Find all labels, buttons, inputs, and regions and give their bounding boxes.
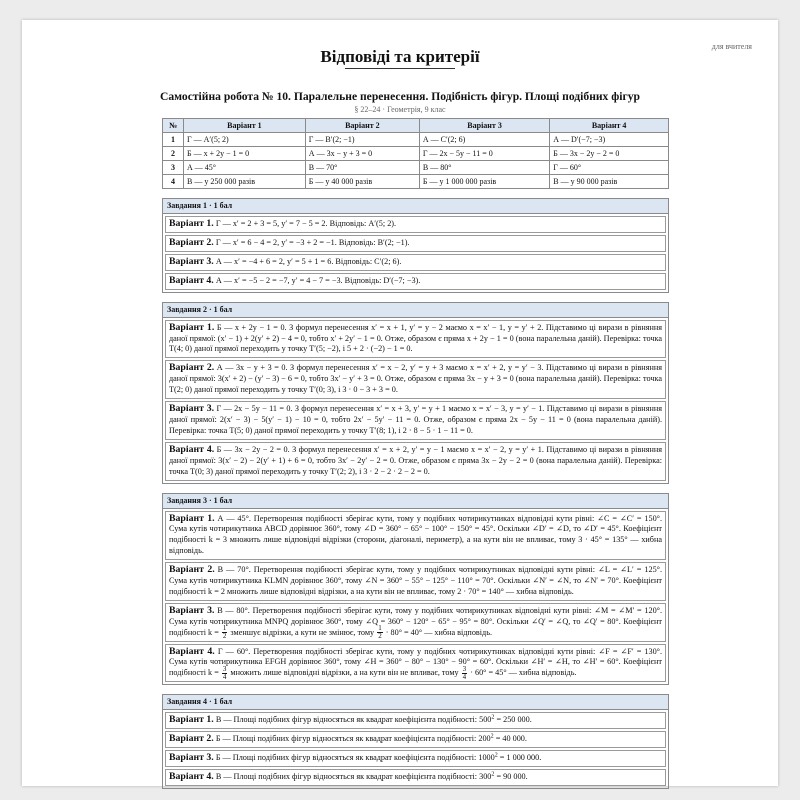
solution-text: Г — 60°. Перетворення подібності зберігає кути, тому у подібних чотирикутниках відповідні кути рівні: ∠F = ∠F′ = 130°. Сума кутів чотирикутника EFGH дорівнює 360°, тому ∠H = 360° − 80° − 130° − 90° = 60°. Оскільки ∠H′ = ∠H, то ∠H′ = 60°. Коефіцієнт подібності k = [169,646,662,678]
solution-text: Г — x′ = 2 + 3 = 5, y′ = 7 − 5 = 2. Відповідь: A′(5; 2). [215,219,397,228]
solution-text: · 80° = 40° — хибна відповідь. [383,627,492,637]
answer-sheet [22,20,778,786]
variant-label: Варіант 2. [169,733,214,745]
exponent: 2 [491,714,495,721]
page-subtitle: Самостійна робота № 10. Паралельне перенесення. Подібність фігур. Площі подібних фігур [160,90,640,103]
column-header-variant-1: Варіант 1 [184,119,306,133]
solution-text: множить лише відповідні відрізки, а на кути він не впливає, тому [228,668,461,678]
solution-text: А — x′ = −5 − 2 = −7, y′ = 4 − 7 = −3. Відповідь: D′(−7; −3). [215,275,421,285]
answer-table-header [163,119,669,133]
fraction [462,666,468,681]
answer-cell: А — 45° [184,161,306,175]
answer-cell: В — 70° [305,161,419,175]
answer-cell: В — у 250 000 разів [184,175,306,189]
exponent: 2 [491,771,495,778]
answer-cell: Г — 60° [550,161,669,175]
exponent: 2 [490,733,494,740]
fraction-denominator: 4 [462,673,467,681]
task-block [162,198,669,293]
variant-label: Варіант 4. [169,771,214,782]
variant-label: Варіант 2. [169,236,214,248]
answer-table [162,118,669,189]
title-underline [345,68,455,69]
teacher-label: для вчителя [711,42,752,51]
variant-label: Варіант 3. [169,752,214,764]
table-row [163,161,669,175]
row-number-cell: 4 [163,175,184,189]
fraction [222,625,228,640]
solution-text: В — 80°. Перетворення подібності зберігає кути, тому у подібних чотирикутниках відповідні кути рівні: ∠M = ∠M′ = 120°. Сума кутів чотирикутника MNPQ дорівнює 360°, тому ∠Q = 360° − 120° − 65° − 95° = 80°. Оскільки ∠Q′ = ∠Q, то ∠Q′ = 80°. Коефіцієнт подібності k = [169,605,663,637]
variant-label: Варіант 4. [169,645,215,657]
solution-item [165,603,666,642]
fraction [377,625,383,640]
fraction [222,666,228,681]
variant-label: Варіант 1. [169,321,215,333]
solution-text: А — 3x − y + 3 = 0. З формул перенесення x′ = x − 2, y′ = y + 3 маємо x = x′ + 2, y = y′ − 3. Підставимо ці вирази в рівняння даної прямої: 3(x′ + 2) − (y′ − 3) − 6 = 0, тобто 3x′ − y′ + 3 = 0. Отже, образом є пряма 3x − y + 3 = 0 (вона паралельна даній). Перевірка: точка T(2; 0) даної прямої переходить у точку T′(0; 3), і 3 · 0 − 3 + 3 = 0. [169,363,662,395]
solution-text: Г — 2x − 5y − 11 = 0. З формул перенесення x′ = x + 3, y′ = y + 1 маємо x = x′ − 3, y = y′ − 1. Підставимо ці вирази в рівняння даної прямої: 2(x′ − 3) − 5(y′ − 1) − 10 = 0, тобто 2x′ − 5y′ − 11 = 0. Отже, образом є пряма 2x − 5y − 11 = 0 (вона паралельна даній). Перевірка: точка T(5; 0) даної прямої переходить у точку T′(8; 1), і 2 · 8 − 5 · 1 − 11 = 0. [169,404,662,435]
solution-text: Б — 3x − 2y − 2 = 0. З формул перенесення x′ = x + 2, y′ = y − 1 маємо x = x′ − 2, y = y′ + 1. Підставимо ці вирази в рівняння даної прямої: 3(x′ − 2) − 2(y′ + 1) + 6 = 0, тобто 3x′ − 2y′ − 2 = 0. Отже, образом є пряма 3x − 2y − 2 = 0 (вона паралельна даній). Перевірка: точка T(0; 3) даної прямої переходить у точку T′(2; 2), і 3 · 2 − 2 · 2 − 2 = 0. [169,444,662,476]
solution-item [165,442,666,481]
fraction-denominator: 2 [222,632,227,641]
solution-item [165,644,666,683]
solution-text: Г — x′ = 6 − 4 = 2, y′ = −3 + 2 = −1. Відповідь: B′(2; −1). [215,237,410,247]
row-number-cell: 2 [163,147,184,161]
row-number-cell: 3 [163,161,184,175]
task-heading: Завдання 4 · 1 бал [163,695,668,710]
solution-text: = 250 000. [494,715,532,725]
answer-cell: А — C′(2; 6) [419,133,549,147]
solution-text: В — Площі подібних фігур відносяться як квадрат коефіцієнта подібності: 500 [215,715,492,725]
table-row [163,147,669,161]
solution-item [165,562,666,601]
task-block [162,694,669,789]
solution-item [165,235,666,252]
variant-label: Варіант 3. [169,604,215,616]
solution-text: А — x′ = −4 + 6 = 2, y′ = 5 + 1 = 6. Відповідь: C′(2; 6). [215,256,402,266]
variant-label: Варіант 4. [169,443,215,455]
solution-text: В — Площі подібних фігур відносяться як квадрат коефіцієнта подібності: 300 [215,772,492,781]
task-heading: Завдання 2 · 1 бал [163,303,668,318]
column-header-variant-4: Варіант 4 [550,119,669,133]
fraction-numerator: 3 [462,665,467,673]
column-header-number: № [163,119,184,133]
answer-cell: Б — x + 2y − 1 = 0 [184,147,306,161]
variant-label: Варіант 2. [169,362,215,374]
solution-text: = 90 000. [494,772,528,781]
solution-item [165,360,666,399]
fraction-denominator: 4 [222,673,227,681]
variant-label: Варіант 1. [169,218,214,229]
exponent: 2 [494,752,498,759]
variant-label: Варіант 3. [169,403,215,415]
solution-text: В — 70°. Перетворення подібності зберігає кути, тому у подібних чотирикутниках відповідні кути рівні: ∠L = ∠L′ = 125°. Сума кутів чотирикутника KLMN дорівнює 360°, тому ∠N = 360° − 55° − 125° − 110° = 70°. Оскільки ∠N′ = ∠N, то ∠N′ = 70°. Коефіцієнт подібності k = 2 множить лише відповідні відрізки, а на кути він не впливає, тому 2 · 70° = 140° — хибна відповідь. [169,565,662,596]
task-heading: Завдання 3 · 1 бал [163,494,668,509]
solution-item [165,320,666,359]
solution-text: А — 45°. Перетворення подібності зберігає кути, тому у подібних чотирикутниках відповідні кути рівні: ∠C = ∠C′ = 150°. Сума кутів чотирикутника ABCD дорівнює 360°, тому ∠D = 360° − 65° − 100° − 150° = 45°. Оскільки ∠D′ = ∠D, то ∠D′ = 45°. Коефіцієнт подібності k = 3 множить лише відповідні відрізки (сторони, діагоналі, периметр), а на кути він не впливає, тому 3 · 45° = 135° — хибна відповідь. [169,513,663,556]
solution-text: · 60° = 45° — хибна відповідь. [468,668,577,678]
fraction-denominator: 2 [378,632,382,641]
solution-item [165,511,666,561]
solution-item [165,254,666,271]
solution-text: Б — Площі подібних фігур відносяться як квадрат коефіцієнта подібності: 200 [215,734,491,744]
fraction-numerator: 1 [222,624,227,633]
row-number-cell: 1 [163,133,184,147]
variant-label: Варіант 3. [169,255,214,267]
answer-cell: В — у 90 000 разів [550,175,669,189]
page-title: Відповіді та критерії [320,47,480,66]
solution-text: = 1 000 000. [497,753,542,763]
task-block [162,302,669,484]
column-header-variant-2: Варіант 2 [305,119,419,133]
solution-item [165,401,666,440]
solution-item [165,769,666,786]
answer-cell: Г — B′(2; −1) [305,133,419,147]
content-column [162,118,669,789]
task-heading: Завдання 1 · 1 бал [163,199,668,214]
answer-cell: Б — 3x − 2y − 2 = 0 [550,147,669,161]
variant-label: Варіант 4. [169,274,214,286]
table-row [163,133,669,147]
answer-cell: В — 80° [419,161,549,175]
solution-text: = 40 000. [493,734,527,744]
fraction-numerator: 3 [222,665,227,673]
solution-item [165,750,666,767]
answer-cell: Б — у 40 000 разів [305,175,419,189]
solution-text: зменшує відрізки, а кути не змінює, тому [228,627,377,637]
solution-item [165,731,666,748]
column-header-variant-3: Варіант 3 [419,119,549,133]
solution-item [165,712,666,729]
answer-cell: Г — A′(5; 2) [184,133,306,147]
variant-label: Варіант 1. [169,714,214,726]
variant-label: Варіант 2. [169,564,215,576]
task-block [162,493,669,686]
variant-label: Варіант 1. [169,512,215,524]
answer-cell: А — D′(−7; −3) [550,133,669,147]
answer-cell: А — 3x − y + 3 = 0 [305,147,419,161]
answer-cell: Г — 2x − 5y − 11 = 0 [419,147,549,161]
table-row [163,175,669,189]
section-note: § 22–24 · Геометрія, 9 клас [354,105,446,114]
fraction-numerator: 1 [378,624,382,633]
solution-item [165,216,666,233]
solution-text: Б — x + 2y − 1 = 0. З формул перенесення x′ = x + 1, y′ = y − 2 маємо x = x′ − 1, y = y′ + 2. Підставимо ці вирази в рівняння даної прямої: (x′ − 1) + 2(y′ + 2) − 4 = 0, тобто x′ + 2y′ − 1 = 0. Отже, образом є пряма x + 2y − 1 = 0 (вона паралельна даній). Перевірка: точка T(4; 0) даної прямої переходить у точку T′(5; −2), і 5 + 2 · (−2) − 1 = 0. [169,322,662,354]
task-explanations [162,198,669,789]
solution-item [165,273,666,290]
solution-text: Б — Площі подібних фігур відносяться як квадрат коефіцієнта подібності: 1000 [215,753,495,763]
answer-cell: Б — у 1 000 000 разів [419,175,549,189]
answer-table-body [163,133,669,189]
